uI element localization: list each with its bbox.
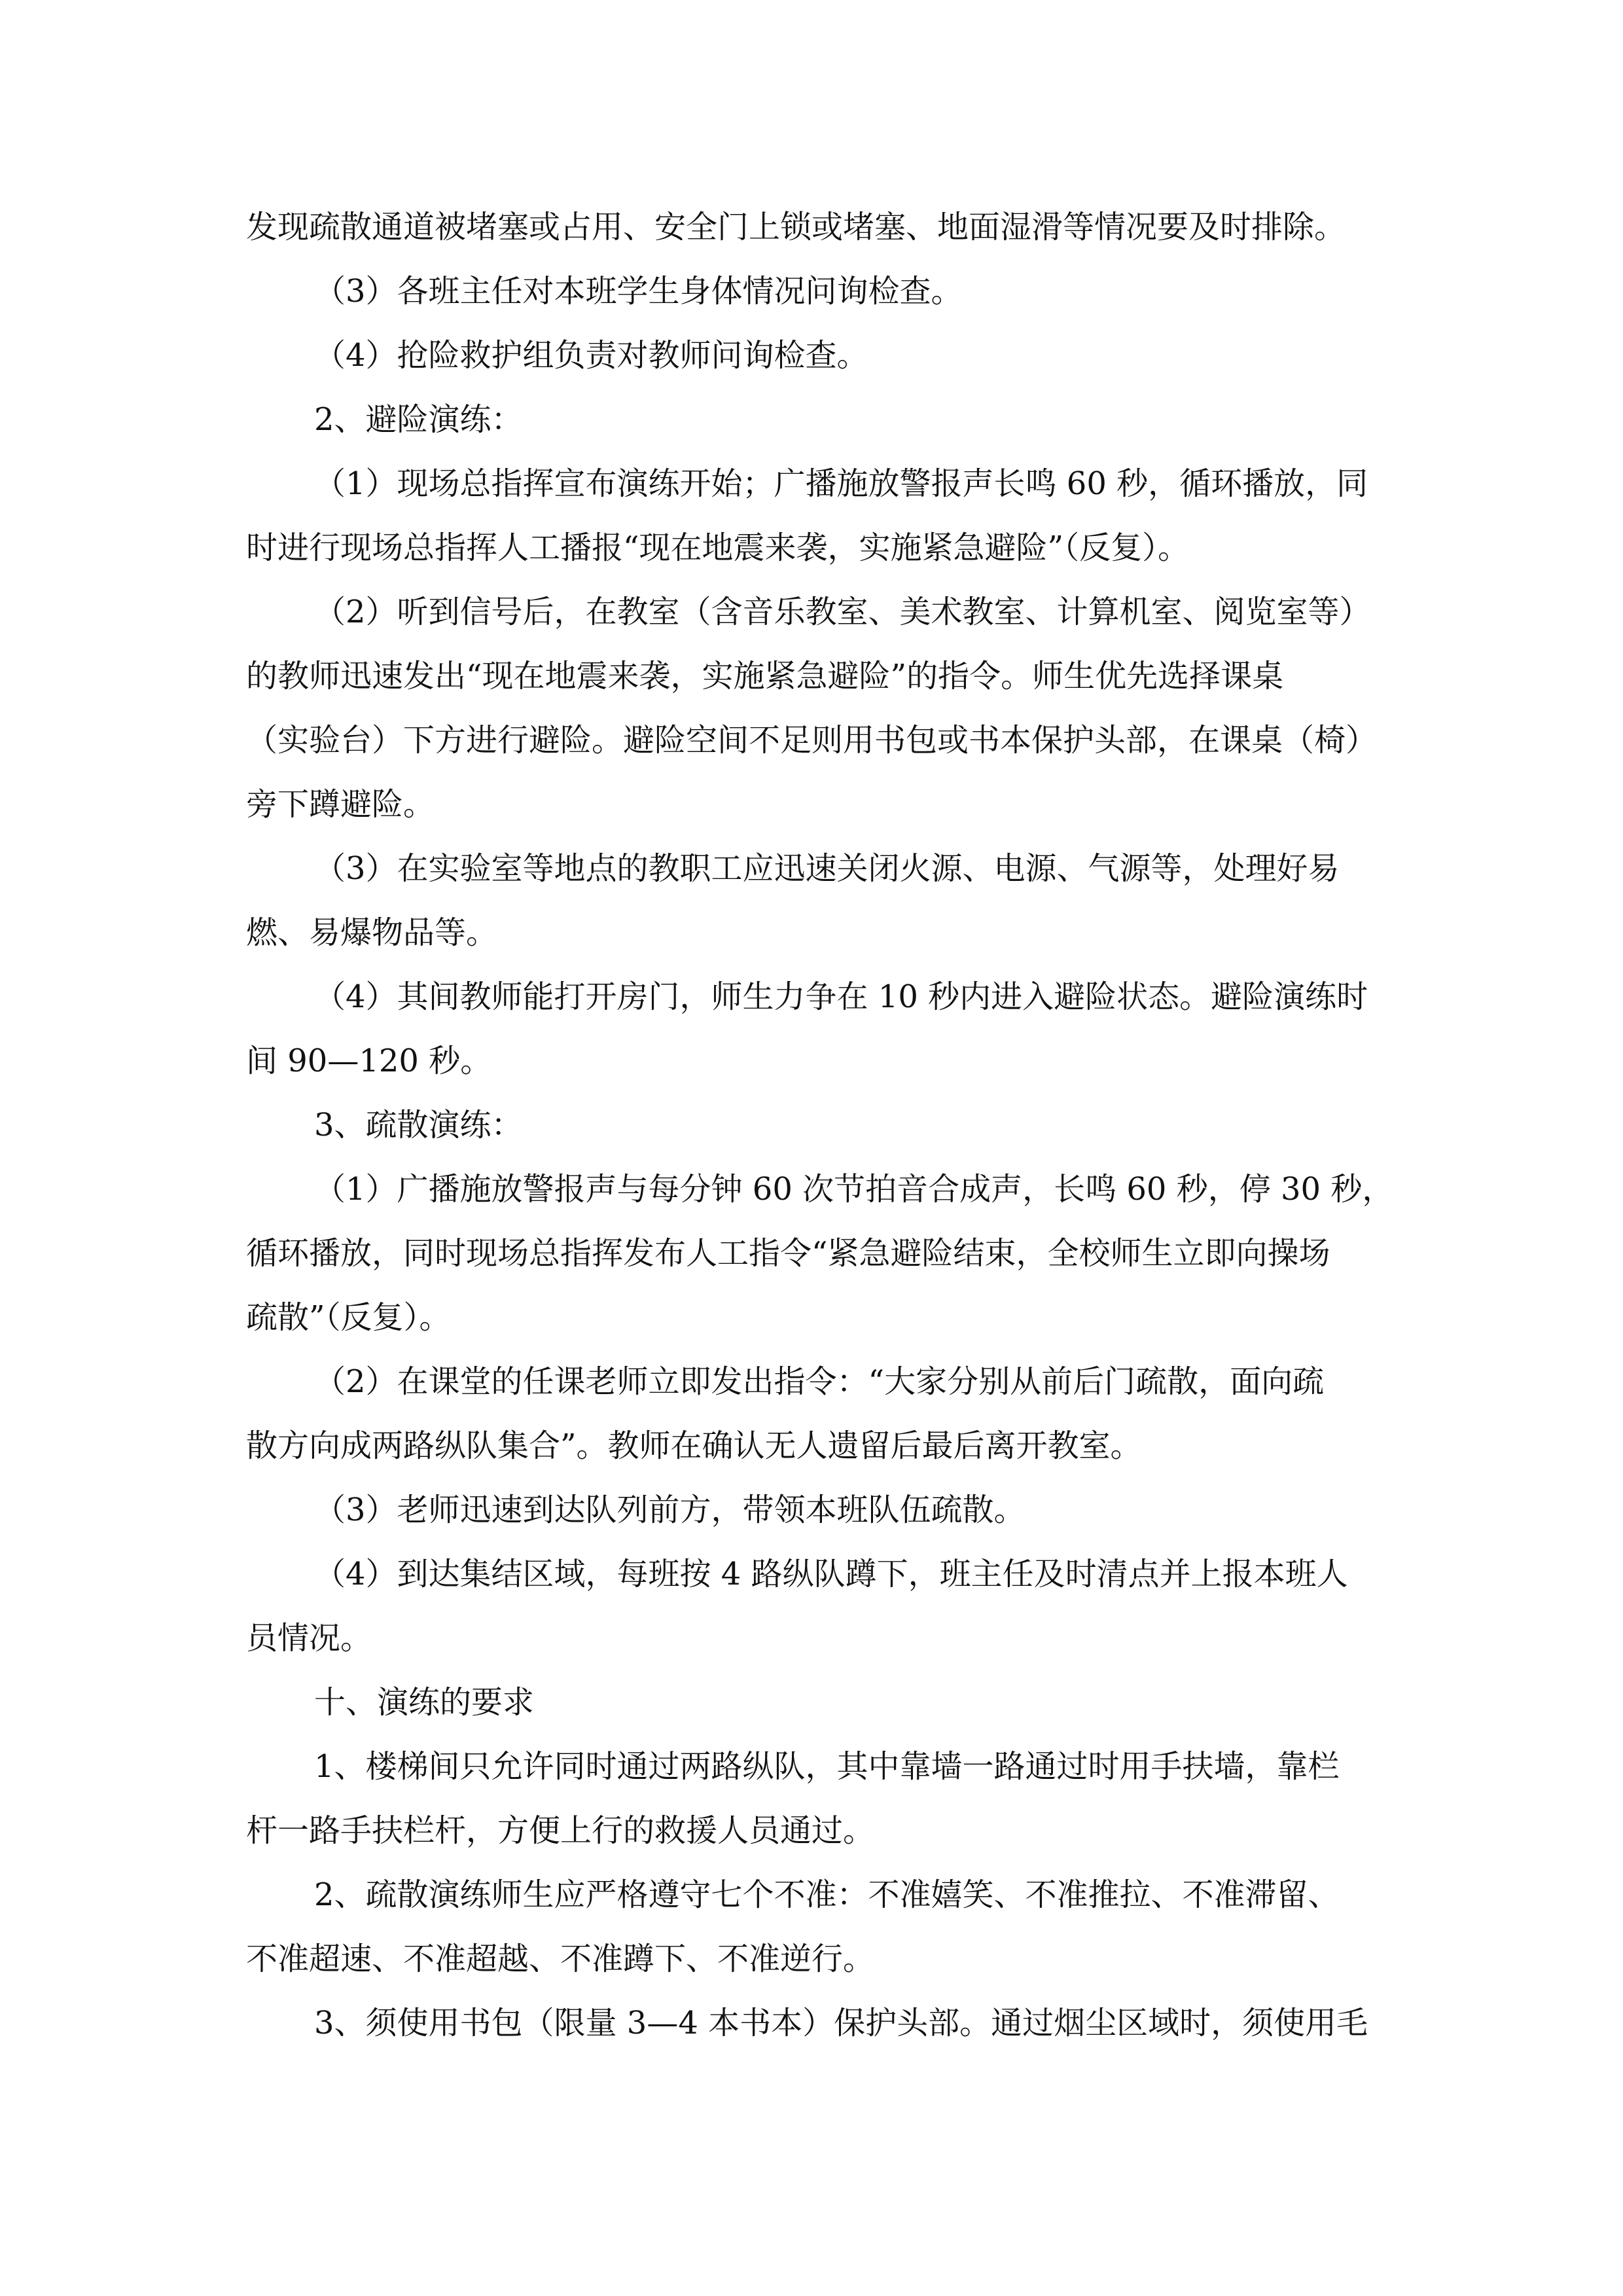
text-line: （1）现场总指挥宣布演练开始；广播施放警报声长鸣 60 秒，循环播放，同 bbox=[314, 465, 1368, 502]
text-line: （4）其间教师能打开房门，师生力争在 10 秒内进入避险状态。避险演练时 bbox=[314, 978, 1368, 1015]
text-line: 员情况。 bbox=[246, 1620, 372, 1657]
text-line: 循环播放，同时现场总指挥发布人工指令“紧急避险结束，全校师生立即向操场 bbox=[246, 1235, 1330, 1272]
text-line: （3）在实验室等地点的教职工应迅速关闭火源、电源、气源等，处理好易 bbox=[314, 850, 1340, 887]
text-line: 时进行现场总指挥人工播报“现在地震来袭，实施紧急避险”（反复）。 bbox=[246, 529, 1190, 566]
text-line: 3、须使用书包（限量 3—4 本书本）保护头部。通过烟尘区域时，须使用毛 bbox=[314, 2005, 1368, 2041]
text-line: 十、演练的要求 bbox=[314, 1684, 535, 1721]
text-line: 发现疏散通道被堵塞或占用、安全门上锁或堵塞、地面湿滑等情况要及时排除。 bbox=[246, 209, 1346, 245]
text-line: （2）在课堂的任课老师立即发出指令：“大家分别从前后门疏散，面向疏 bbox=[314, 1363, 1325, 1400]
text-line: 2、避险演练： bbox=[314, 401, 523, 438]
text-line: 的教师迅速发出“现在地震来袭，实施紧急避险”的指令。师生优先选择课桌 bbox=[246, 658, 1284, 694]
text-line: （3）各班主任对本班学生身体情况问询检查。 bbox=[314, 273, 963, 310]
text-line: （2）听到信号后，在教室（含音乐教室、美术教室、计算机室、阅览室等） bbox=[314, 594, 1371, 630]
text-line: （4）抢险救护组负责对教师问询检查。 bbox=[314, 337, 868, 374]
text-line: 旁下蹲避险。 bbox=[246, 786, 435, 823]
text-line: 疏散”（反复）。 bbox=[246, 1299, 451, 1336]
text-line: 燃、易爆物品等。 bbox=[246, 914, 498, 951]
text-line: 1、楼梯间只允许同时通过两路纵队，其中靠墙一路通过时用手扶墙，靠栏 bbox=[314, 1748, 1340, 1785]
text-line: （3）老师迅速到达队列前方，带领本班队伍疏散。 bbox=[314, 1492, 1026, 1528]
text-line: （实验台）下方进行避险。避险空间不足则用书包或书本保护头部，在课桌（椅） bbox=[246, 722, 1378, 759]
text-line: （1）广播施放警报声与每分钟 60 次节拍音合成声，长鸣 60 秒，停 30 秒， bbox=[314, 1171, 1394, 1208]
document-body bbox=[246, 195, 1394, 2055]
text-line: 散方向成两路纵队集合”。教师在确认无人遗留后最后离开教室。 bbox=[246, 1427, 1142, 1464]
text-line: 杆一路手扶栏杆，方便上行的救援人员通过。 bbox=[246, 1812, 875, 1849]
text-line: 不准超速、不准超越、不准蹲下、不准逆行。 bbox=[246, 1941, 875, 1977]
text-line: 3、疏散演练： bbox=[314, 1107, 523, 1143]
text-line: 间 90—120 秒。 bbox=[246, 1043, 492, 1079]
text-line: 2、疏散演练师生应严格遵守七个不准：不准嬉笑、不准推拉、不准滞留、 bbox=[314, 1876, 1340, 1913]
text-line: （4）到达集结区域，每班按 4 路纵队蹲下，班主任及时清点并上报本班人 bbox=[314, 1556, 1348, 1592]
